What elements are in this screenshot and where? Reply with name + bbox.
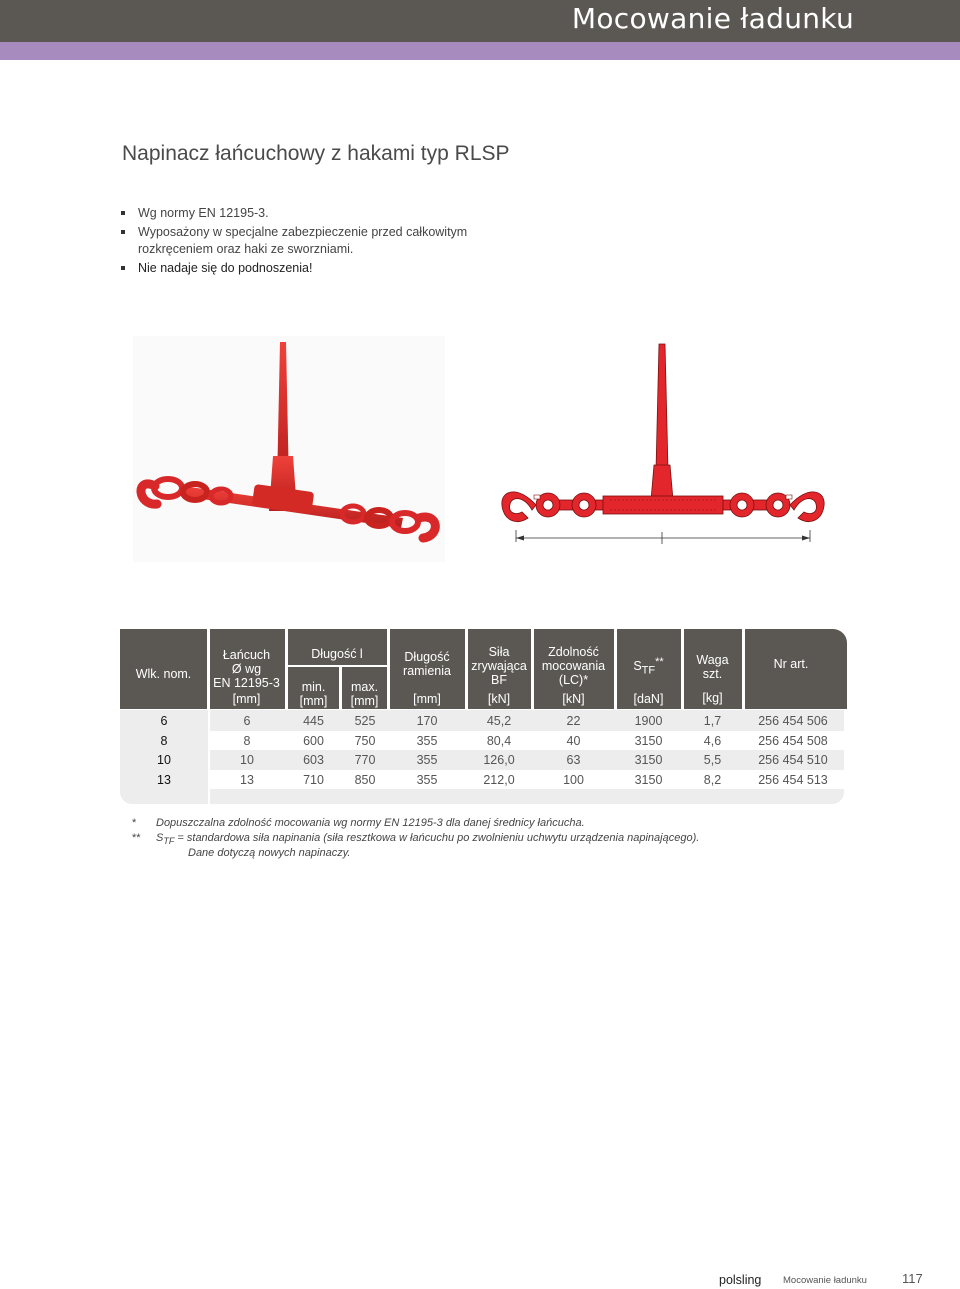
cell-chain: 10 — [240, 753, 254, 768]
col-header-weight-line: Waga — [696, 653, 729, 667]
load-binder-photo-image — [133, 336, 445, 562]
cell-stf: 3150 — [634, 773, 663, 788]
cell-art: 256 454 510 — [758, 753, 828, 768]
col-header-length: Długość l — [311, 647, 363, 661]
cell-chain: 6 — [243, 714, 251, 728]
cell-max: 750 — [354, 733, 376, 748]
cell-weight: 8,2 — [703, 773, 722, 788]
cell-lc: 22 — [566, 714, 581, 728]
cell-min: 600 — [303, 733, 324, 748]
col-header-stf — [616, 655, 681, 678]
col-header-chain-line: Łańcuch — [222, 648, 271, 662]
col-header-arm-line: ramienia — [403, 664, 451, 678]
col-header-stf-unit: [daN] — [633, 692, 664, 706]
col-header-lc-line: Zdolność — [548, 645, 599, 659]
stf-symbol: S — [156, 832, 164, 844]
col-header-lashing-capacity — [533, 645, 614, 687]
cell-min: 445 — [303, 714, 324, 728]
cell-arm: 355 — [416, 733, 438, 748]
cell-weight: 4,6 — [703, 733, 722, 748]
col-header-lc-line: (LC)* — [558, 673, 589, 687]
footer-brand: polsling — [719, 1273, 762, 1287]
cell-bf: 80,4 — [486, 733, 512, 748]
feature-item: Wg normy EN 12195-3. — [120, 205, 480, 222]
cell-stf: 3150 — [634, 733, 663, 748]
cell-weight: 1,7 — [703, 714, 722, 728]
feature-item: Wyposażony w specjalne zabezpieczenie przed całkowitym rozkręceniem oraz haki ze sworzniami. — [120, 224, 480, 258]
col-header-weight — [683, 653, 742, 681]
technical-drawing — [498, 340, 828, 550]
cell-max: 770 — [354, 753, 376, 768]
cell-bf: 45,2 — [486, 714, 512, 728]
col-header-chain — [208, 648, 285, 706]
cell-weight: 5,5 — [703, 753, 722, 768]
footnote-mark: ** — [132, 832, 141, 844]
cell-max: 850 — [354, 773, 376, 788]
product-photo — [133, 336, 445, 562]
col-header-size: Wlk. nom. — [135, 667, 192, 681]
footnote-text: Dopuszczalna zdolność mocowania wg normy EN 12195-3 dla danej średnicy łańcucha. — [156, 817, 585, 829]
header-bar — [0, 0, 960, 42]
col-header-article-no: Nr art. — [773, 657, 809, 671]
cell-nom: 13 — [157, 773, 171, 788]
cell-chain: 13 — [240, 773, 254, 788]
feature-item-warning: Nie nadaje się do podnoszenia! — [120, 260, 480, 277]
col-header-bf-line: BF — [491, 673, 507, 687]
cell-art: 256 454 506 — [758, 714, 828, 728]
cell-stf: 1900 — [634, 714, 663, 728]
col-header-arm — [389, 650, 465, 678]
cell-arm: 170 — [416, 714, 438, 728]
col-header-weight-line: szt. — [702, 667, 723, 681]
col-header-chain-line: EN 12195-3 — [213, 676, 280, 690]
header-divider — [286, 665, 388, 667]
col-header-max-unit: [mm] — [350, 694, 379, 708]
cell-art: 256 454 508 — [758, 733, 828, 748]
stf-superscript: ** — [655, 656, 664, 668]
cell-max: 525 — [354, 714, 376, 728]
product-title: Napinacz łańcuchowy z hakami typ RLSP — [122, 142, 510, 165]
footnote-text-body: = standardowa siła napinania (siła resztkowa w łańcuchu po zwolnieniu uchwytu urządzenia napinającego). — [177, 832, 700, 844]
col-header-chain-line: Ø wg — [231, 662, 262, 676]
cell-chain: 8 — [243, 733, 251, 748]
cell-lc: 63 — [566, 753, 581, 768]
col-header-min-label: min. — [301, 680, 326, 694]
cell-min: 710 — [303, 773, 324, 788]
footer-section: Mocowanie ładunku — [783, 1275, 867, 1286]
load-binder-drawing-image — [498, 340, 828, 550]
accent-bar — [0, 42, 960, 60]
cell-nom: 8 — [160, 733, 168, 748]
cell-bf: 212,0 — [483, 773, 515, 788]
col-header-min-unit: [mm] — [299, 694, 328, 708]
col-header-chain-unit: [mm] — [232, 692, 261, 706]
col-header-bf-unit: [kN] — [487, 692, 511, 706]
cell-min: 603 — [303, 753, 324, 768]
col-header-lc-unit: [kN] — [562, 692, 585, 706]
cell-arm: 355 — [416, 753, 438, 768]
cell-lc: 40 — [566, 733, 581, 748]
cell-stf: 3150 — [634, 753, 663, 768]
col-header-breaking-force — [467, 645, 531, 687]
footnote-text: Dane dotyczą nowych napinaczy. — [188, 847, 351, 859]
col-header-arm-line: Długość — [404, 650, 450, 664]
feature-list — [120, 205, 480, 279]
stf-subscript: TF — [641, 664, 656, 677]
cell-lc: 100 — [563, 773, 584, 788]
page-number: 117 — [902, 1271, 923, 1286]
col-header-max — [341, 680, 388, 708]
col-header-arm-unit: [mm] — [413, 692, 441, 706]
cell-nom: 6 — [160, 714, 168, 728]
col-header-bf-line: Siła — [488, 645, 510, 659]
col-header-lc-line: mocowania — [541, 659, 606, 673]
stf-subscript: TF — [163, 836, 175, 847]
col-header-bf-line: zrywająca — [471, 659, 527, 673]
cell-bf: 126,0 — [483, 753, 515, 768]
cell-nom: 10 — [157, 753, 171, 768]
col-header-weight-unit: [kg] — [702, 691, 723, 705]
stf-symbol: S — [633, 659, 642, 674]
section-title: Mocowanie ładunku — [571, 2, 854, 35]
cell-arm: 355 — [416, 773, 438, 788]
col-header-min — [287, 680, 340, 708]
cell-art: 256 454 513 — [758, 773, 828, 788]
footnote-mark: * — [132, 817, 137, 829]
col-header-max-label: max. — [350, 680, 379, 694]
